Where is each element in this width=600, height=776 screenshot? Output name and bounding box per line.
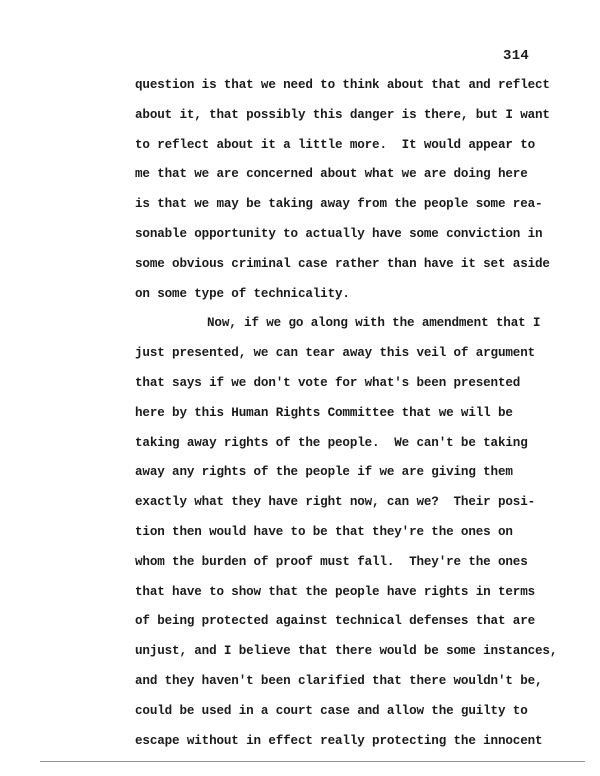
text-line: exactly what they have right now, can we? Their posi-: [135, 495, 536, 510]
text-line: about it, that possibly this danger is there, but I want: [135, 107, 550, 122]
text-line: could be used in a court case and allow the guilty to: [135, 703, 528, 718]
text-line: away any rights of the people if we are giving them: [135, 465, 513, 480]
text-line: just presented, we can tear away this veil of argument: [135, 346, 536, 361]
bottom-rule: [40, 761, 585, 762]
text-line: whom the burden of proof must fall. They're the ones: [135, 554, 528, 569]
text-line: of being protected against technical defenses that are: [135, 614, 536, 629]
text-line: that have to show that the people have rights in terms: [135, 584, 536, 599]
text-line: taking away rights of the people. We can't be taking: [135, 435, 528, 450]
transcript-body: [135, 71, 558, 756]
text-line: unjust, and I believe that there would be some instances,: [135, 644, 558, 659]
text-line: sonable opportunity to actually have some conviction in: [135, 226, 543, 241]
paragraph-start-line: Now, if we go along with the amendment that I: [207, 316, 541, 331]
text-line: to reflect about it a little more. It would appear to: [135, 137, 536, 152]
text-line: me that we are concerned about what we are doing here: [135, 167, 528, 182]
text-line: and they haven't been clarified that there wouldn't be,: [135, 673, 543, 688]
text-line: here by this Human Rights Committee that we will be: [135, 405, 513, 420]
text-line: that says if we don't vote for what's been presented: [135, 375, 521, 390]
text-line: on some type of technicality.: [135, 286, 350, 301]
text-line: escape without in effect really protecting the innocent: [135, 733, 543, 748]
text-line: tion then would have to be that they're the ones on: [135, 524, 513, 539]
text-line: is that we may be taking away from the people some rea-: [135, 197, 543, 212]
text-line: some obvious criminal case rather than have it set aside: [135, 256, 550, 271]
page-number: 314: [503, 48, 530, 64]
text-line: question is that we need to think about that and reflect: [135, 78, 550, 92]
